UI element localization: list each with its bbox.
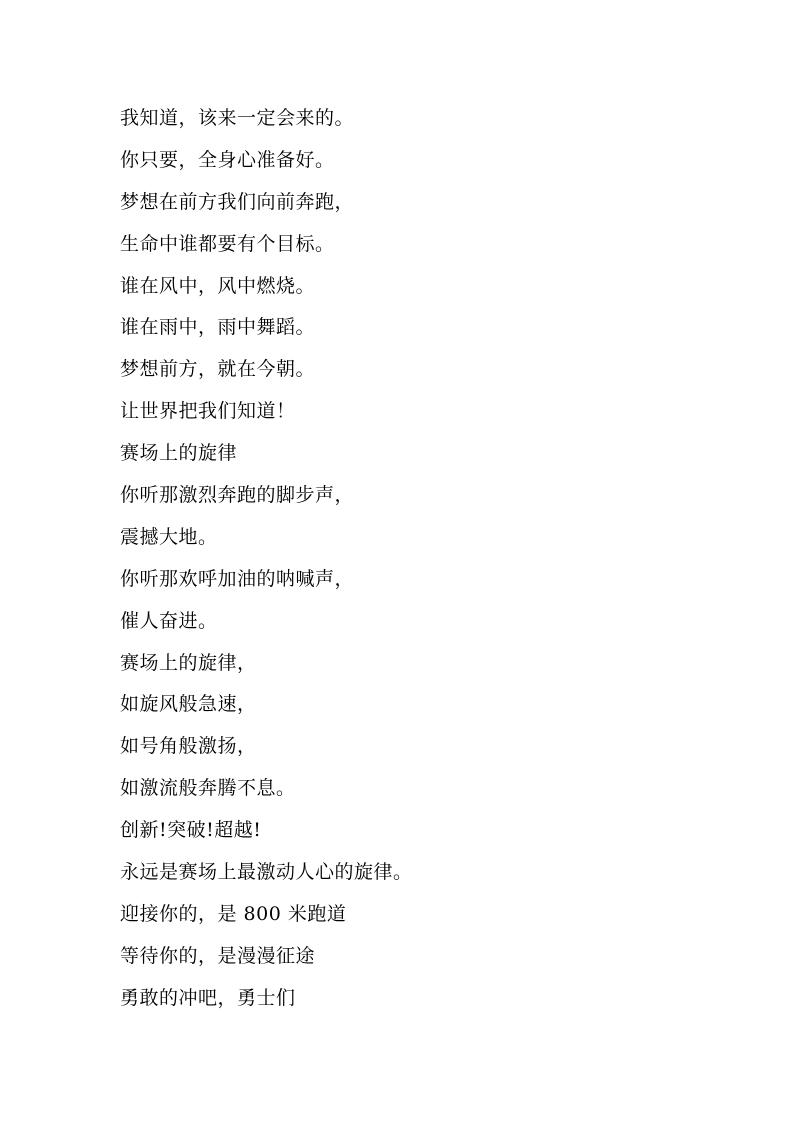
text-line: 生命中谁都要有个目标。 [120,232,335,255]
text-line: 震撼大地。 [120,525,218,548]
text-line: 如号角般激扬， [120,735,257,758]
text-line: 你只要，全身心准备好。 [120,148,335,171]
text-line: 让世界把我们知道！ [120,400,296,423]
text-line: 迎接你的，是 800 米跑道 [120,902,347,925]
text-line: 梦想前方，就在今朝。 [120,358,316,381]
text-line: 你听那激烈奔跑的脚步声， [120,484,355,507]
text-line: 梦想在前方我们向前奔跑， [120,190,355,213]
text-line: 催人奋进。 [120,609,218,632]
text-line: 创新!突破!超越! [120,819,262,842]
text-line: 谁在雨中，雨中舞蹈。 [120,316,316,339]
text-line: 我知道，该来一定会来的。 [120,107,355,129]
text-line: 谁在风中，风中燃烧。 [120,274,316,297]
text-line: 如激流般奔腾不息。 [120,777,296,800]
text-line: 勇敢的冲吧，勇士们 [120,986,296,1009]
text-line: 赛场上的旋律， [120,651,257,674]
text-line: 等待你的，是漫漫征途 [120,944,316,967]
text-line: 如旋风般急速， [120,693,257,716]
text-line: 永远是赛场上最激动人心的旋律。 [120,861,413,884]
section-heading: 赛场上的旋律 [120,442,238,465]
text-line: 你听那欢呼加油的呐喊声， [120,567,355,590]
poem-text [120,103,413,1025]
